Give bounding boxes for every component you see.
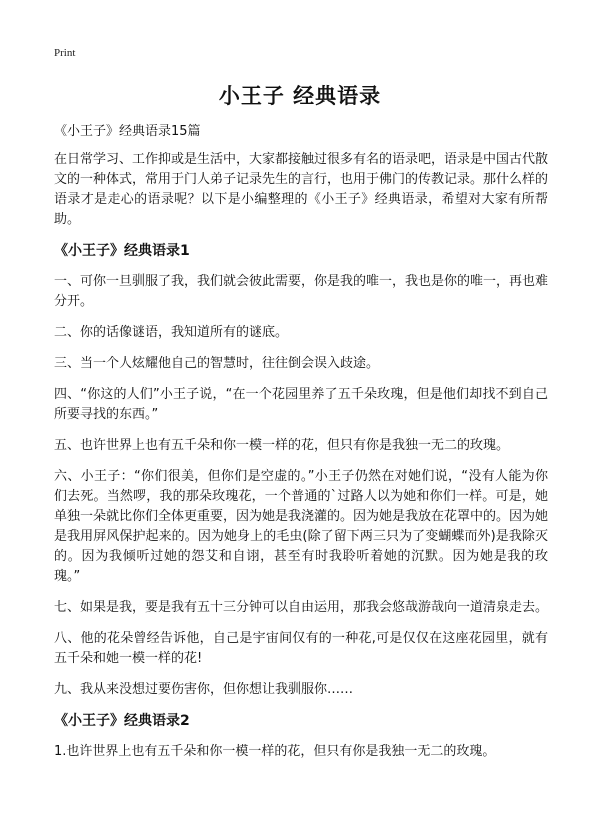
document-body [54,150,548,773]
quote-item: 1.也许世界上也有五千朵和你一模一样的花，但只有你是我独一无二的玫瑰。 [54,744,496,759]
quote-item: 四、“你这的人们”小王子说，“在一个花园里养了五千朵玫瑰，但是他们却找不到自己所要寻找的东西。” [54,387,548,422]
intro-paragraph: 在日常学习、工作抑或是生活中，大家都接触过很多有名的语录吧，语录是中国古代散文的一种体式，常用于门人弟子记录先生的言行，也用于佛门的传教记录。那什么样的语录才是走心的语录呢？以下是小编整理的《小王子》经典语录，希望对大家有所帮助。 [54,152,549,227]
page-subtitle: 《小王子》经典语录15篇 [54,124,201,139]
quote-item: 九、我从来没想过要伤害你，但你想让我驯服你…… [54,682,354,697]
section-heading-1: 《小王子》经典语录1 [54,243,190,259]
quote-item: 一、可你一旦驯服了我，我们就会彼此需要，你是我的唯一，我也是你的唯一，再也难分开。 [54,274,549,309]
page-title: 小王子 经典语录 [218,84,382,108]
quote-item: 六、小王子：“你们很美，但你们是空虚的。”小王子仍然在对她们说，“没有人能为你们去死。当然啰，我的那朵玫瑰花，一个普通的`过路人以为她和你们一样。可是，她单独一朵就比你们全体更重要，因为她是我浇灌的。因为她是我放在花罩中的。因为她是我用屏风保护起来的。因为她身上的毛虫(除了留下两三只为了变蝴蝶而外)是我除灭的。因为我倾听过她的怨艾和自诩，甚至有时我聆听着她的沉默。因为她是我的玫瑰。” [54,469,549,584]
quote-item: 五、也许世界上也有五千朵和你一模一样的花，但只有你是我独一无二的玫瑰。 [54,438,510,453]
section-heading-2: 《小王子》经典语录2 [54,713,190,729]
quote-item: 八、他的花朵曾经告诉他，自己是宇宙间仅有的一种花,可是仅仅在这座花园里，就有五千朵和她一模一样的花! [54,631,548,666]
quote-item: 三、当一个人炫耀他自己的智慧时，往往倒会误入歧途。 [54,356,380,371]
quote-item: 二、你的话像谜语，我知道所有的谜底。 [54,325,289,340]
quote-item: 七、如果是我，要是我有五十三分钟可以自由运用，那我会悠哉游哉向一道清泉走去。 [54,600,549,615]
print-label: Print [54,47,76,59]
